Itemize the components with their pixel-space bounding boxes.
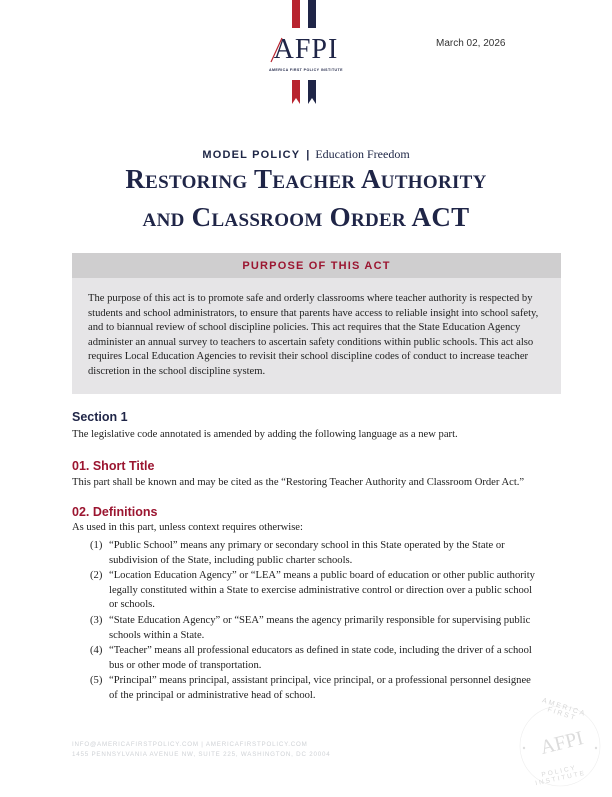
definition-item: (3) “State Education Agency” or “SEA” means the agency primarily responsible for supervising public schools within a State.: [90, 614, 531, 641]
page-title-line-1: Restoring Teacher Authority: [125, 164, 487, 194]
seal-bottom-text: POLICY INSTITUTE: [534, 764, 587, 788]
afpi-logo: [262, 0, 350, 105]
footer-address: 1455 PENNSYLVANIA AVENUE NW, SUITE 225, WASHINGTON, DC 20004: [72, 751, 331, 758]
definition-item: (2) “Location Education Agency” or “LEA” means a public board of education or other public authority legally constituted within a State to exercise administrative control or direction over a public school or schools.: [90, 570, 535, 611]
short-title-text: This part shall be known and may be cited as the “Restoring Teacher Authority and Classroom Order Act.”: [72, 477, 525, 488]
definitions-list: [90, 539, 540, 705]
section-1-heading: Section 1: [72, 410, 128, 424]
kicker-label: MODEL POLICY: [202, 149, 301, 161]
kicker-separator: |: [306, 149, 310, 161]
logo-wordmark: AFPI: [273, 34, 339, 65]
definition-item: (5) “Principal” means principal, assistant principal, vice principal, or a professional personnel designee of the principal or administrative head of school.: [90, 675, 531, 701]
footer: [72, 740, 330, 760]
footer-contact: INFO@AMERICAFIRSTPOLICY.COM | AMERICAFIRSTPOLICY.COM: [72, 741, 308, 748]
purpose-body: The purpose of this act is to promote safe and orderly classrooms where teacher authority is respected by students and school administrators, to ensure that parents have access to reliable insight into school safety, and to biannual review of school discipline policies. This act requires that the State Education Agency administer an annual survey to teachers to ascertain safety conditions within public schools. This act also requires Local Education Agencies to revisit their school discipline codes of conduct to increase teacher discretion in the school discipline system.: [88, 293, 539, 377]
definitions-heading: 02. Definitions: [72, 505, 158, 519]
seal-center-text: AFPI: [538, 727, 586, 759]
logo-subtext: AMERICA FIRST POLICY INSTITUTE: [269, 68, 343, 72]
afpi-seal-watermark: [510, 696, 610, 792]
short-title-heading: 01. Short Title: [72, 459, 155, 473]
kicker-topic: Education Freedom: [315, 147, 410, 161]
definition-item: (1) “Public School” means any primary or secondary school in this State operated by the State or subdivision of the State, including public charter schools.: [90, 540, 505, 566]
purpose-heading: PURPOSE OF THIS ACT: [72, 253, 561, 278]
definitions-intro: As used in this part, unless context requires otherwise:: [72, 522, 303, 533]
kicker: [0, 147, 612, 162]
document-date: March 02, 2026: [436, 38, 506, 49]
page-title-line-2: and Classroom Order ACT: [142, 202, 470, 232]
purpose-box: [72, 253, 561, 394]
section-1-text: The legislative code annotated is amended by adding the following language as a new part.: [72, 429, 458, 440]
seal-top-text: AMERICA FIRST: [541, 697, 587, 723]
definition-item: (4) “Teacher” means all professional educators as defined in state code, including the driver of a school bus or other mode of transportation.: [90, 645, 532, 671]
